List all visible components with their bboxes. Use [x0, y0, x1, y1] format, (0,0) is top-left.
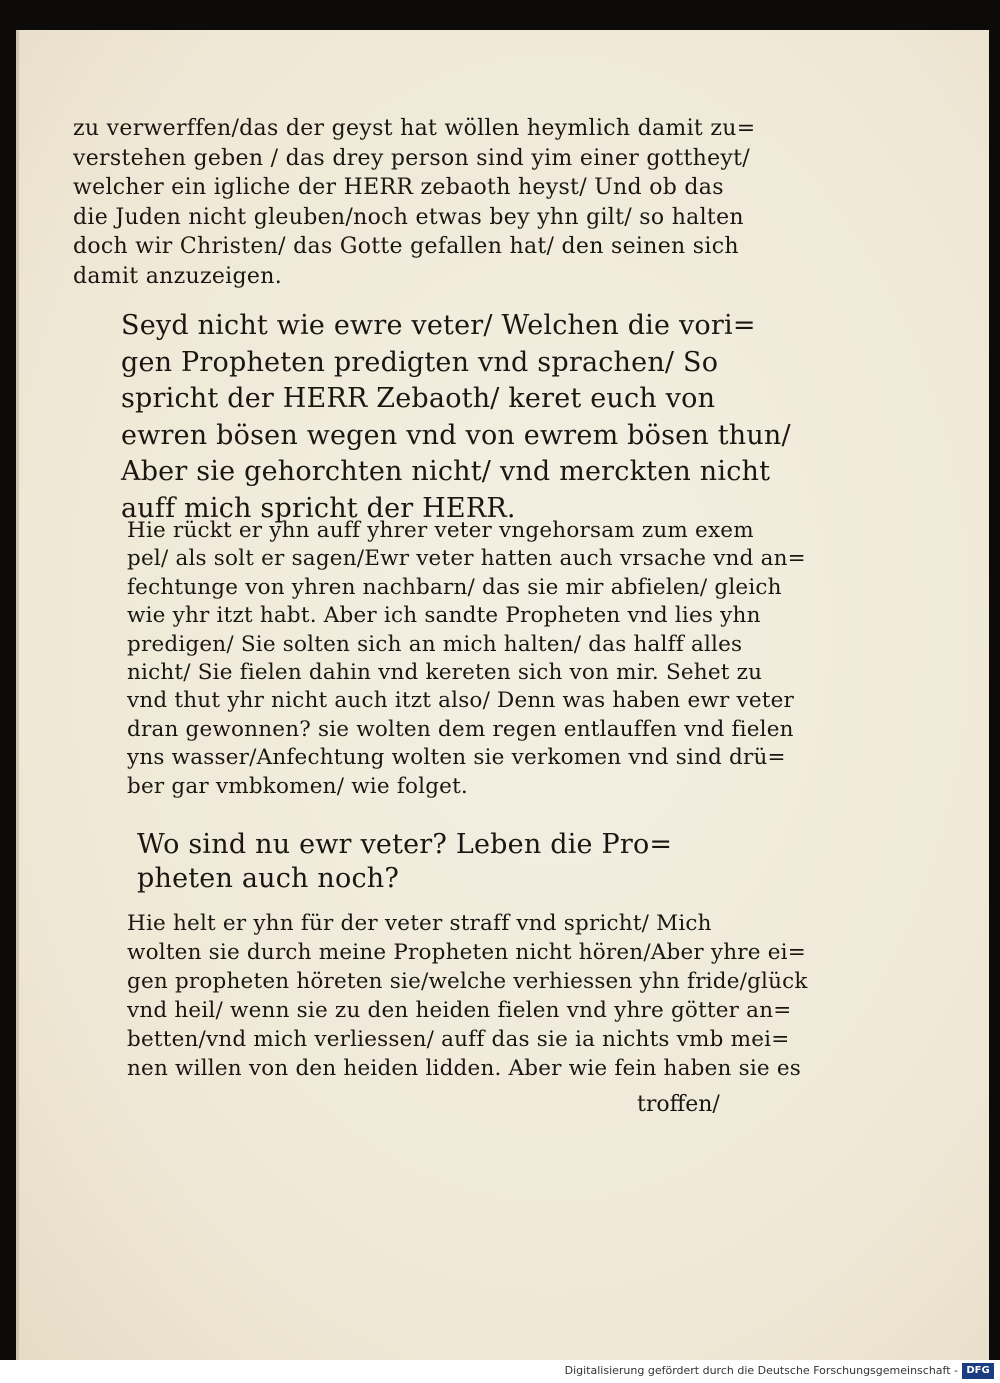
catchword: troffen/ [637, 1092, 720, 1117]
verse-1 [121, 308, 791, 527]
text-line: dran gewonnen? sie wolten dem regen entlauffen vnd fielen [127, 716, 794, 742]
verse-line: spricht der HERR Zebaoth/ keret euch von [121, 383, 716, 414]
paragraph-3 [127, 909, 808, 1083]
verse-line: pheten auch noch? [137, 863, 400, 894]
footer-bar [0, 1360, 1000, 1383]
paragraph-1 [73, 114, 755, 291]
text-line: betten/vnd mich verliessen/ auff das sie ia nichts vmb mei= [127, 1027, 790, 1052]
text-line: doch wir Christen/ das Gotte gefallen hat/ den seinen sich [73, 234, 739, 259]
book-page [16, 30, 989, 1360]
verse-line: auff mich spricht der HERR. [121, 492, 516, 524]
text-line: Hie rückt er yhn auff yhrer veter vngehorsam zum exem [127, 518, 754, 543]
text-line: wolten sie durch meine Propheten nicht hören/Aber yhre ei= [127, 940, 806, 965]
text-line: zu verwerffen/das der geyst hat wöllen heymlich damit zu= [73, 116, 756, 141]
text-line: verstehen geben / das drey person sind yim einer gottheyt/ [73, 145, 751, 171]
text-line: vnd thut yhr nicht auch itzt also/ Denn was haben ewr veter [127, 688, 795, 714]
text-line: yns wasser/Anfechtung wolten sie verkomen vnd sind drü= [127, 745, 786, 771]
verse-line: ewren bösen wegen vnd von ewrem bösen thun/ [121, 419, 791, 451]
funding-credit: Digitalisierung gefördert durch die Deutsche Forschungsgemeinschaft - [564, 1364, 958, 1377]
dfg-logo-icon: DFG [962, 1363, 994, 1379]
verse-line: Wo sind nu ewr veter? Leben die Pro= [137, 829, 673, 860]
verse-line: Seyd nicht wie ewre veter/ Welchen die vori= [121, 310, 756, 341]
paragraph-2 [127, 517, 806, 801]
text-line: welcher ein igliche der HERR zebaoth heyst/ Und ob das [73, 175, 724, 200]
verse-line: gen Propheten predigten vnd sprachen/ So [121, 346, 719, 378]
verse-2 [137, 828, 672, 896]
text-line: nicht/ Sie fielen dahin vnd kereten sich von mir. Sehet zu [127, 660, 763, 686]
text-line: fechtunge von yhren nachbarn/ das sie mir abfielen/ gleich [127, 574, 782, 600]
verse-line: Aber sie gehorchten nicht/ vnd merckten nicht [121, 456, 771, 487]
text-line: Hie helt er yhn für der veter straff vnd spricht/ Mich [127, 911, 712, 936]
text-line: vnd heil/ wenn sie zu den heiden fielen vnd yhre götter an= [127, 998, 792, 1023]
text-line: predigen/ Sie solten sich an mich halten/ das halff alles [127, 631, 743, 657]
text-line: ber gar vmbkomen/ wie folget. [127, 773, 468, 799]
text-line: die Juden nicht gleuben/noch etwas bey yhn gilt/ so halten [73, 204, 744, 230]
text-line: gen propheten höreten sie/welche verhiessen yhn fride/glück [127, 969, 808, 994]
text-line: damit anzuzeigen. [73, 263, 282, 289]
text-line: wie yhr itzt habt. Aber ich sandte Propheten vnd lies yhn [127, 603, 761, 629]
text-line: pel/ als solt er sagen/Ewr veter hatten auch vrsache vnd an= [127, 546, 806, 572]
text-line: nen willen von den heiden lidden. Aber wie fein haben sie es [127, 1056, 802, 1081]
